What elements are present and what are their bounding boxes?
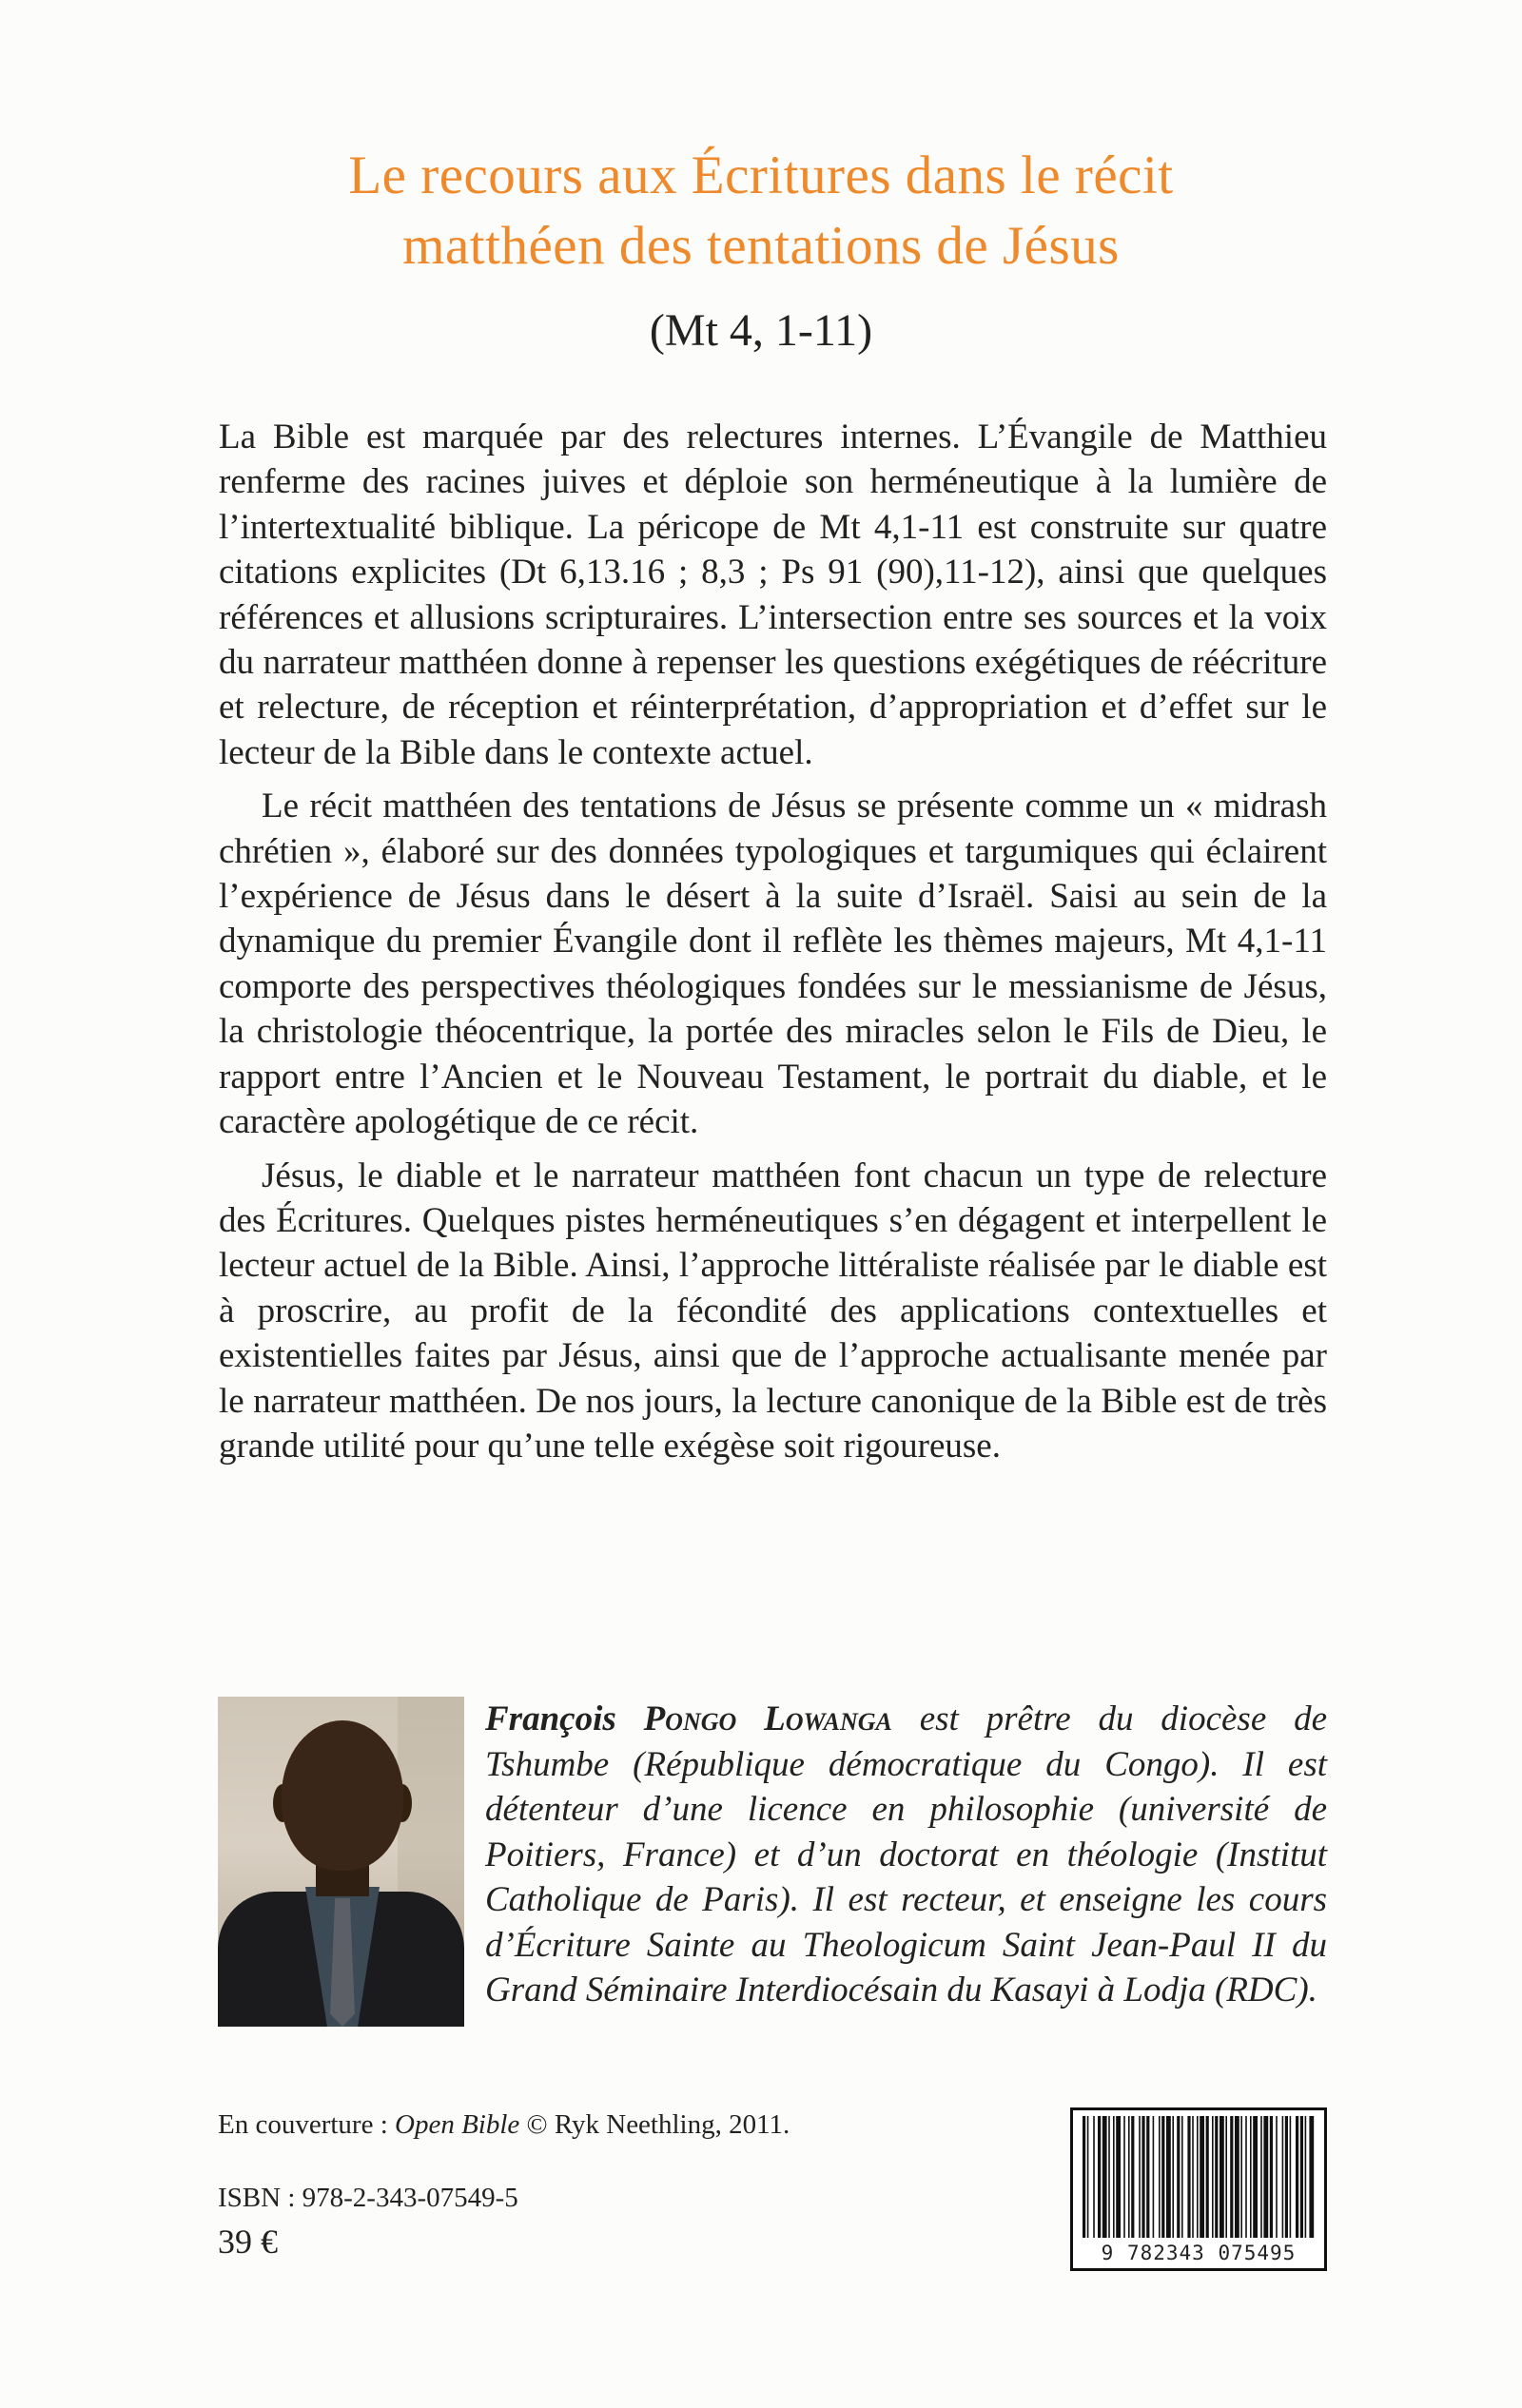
book-subtitle: (Mt 4, 1-11) — [649, 305, 873, 356]
cover-credit — [218, 2107, 790, 2142]
credit-prefix: En couverture : — [218, 2109, 396, 2140]
barcode-bar — [1263, 2116, 1268, 2238]
barcode-bar — [1253, 2116, 1258, 2238]
barcode-bar — [1276, 2116, 1278, 2238]
barcode-bar — [1113, 2116, 1115, 2238]
barcode-bar — [1230, 2116, 1233, 2238]
barcode-bar — [1146, 2116, 1149, 2238]
author-bio — [485, 1697, 1327, 2013]
price: 39 € — [218, 2223, 278, 2261]
barcode-bar — [1197, 2116, 1199, 2238]
barcode-number: 9 782343 075495 — [1101, 2242, 1297, 2264]
author-last-name: Pongo Lowanga — [643, 1699, 892, 1738]
barcode-bar — [1296, 2116, 1298, 2238]
barcode-bar — [1087, 2116, 1089, 2238]
barcode-bar — [1285, 2116, 1288, 2238]
barcode-bar — [1270, 2116, 1273, 2238]
author-first-name: François — [485, 1699, 616, 1738]
synopsis-paragraph-1: La Bible est marquée par des relectures internes. L’Évangile de Matthieu renferme des racines juives et déploie son herméneutique à la lumière de l’intertextualité biblique. La péricope de Mt 4,1-11 est construite sur quatre citations explicites (Dt 6,13.16 ; 8,3 ; Ps 91 (90),11-12), ainsi que quelques références et allusions scripturaires. L’intersection entre ses sources et la voix du narrateur matthéen donne à repenser les questions exégétiques de réécriture et relecture, de réception et réinterprétation, d’appropriation et d’effet sur le lecteur de la Bible dans le contexte actuel. — [219, 418, 1327, 772]
barcode-bar — [1220, 2116, 1224, 2238]
author-bio-text: est prêtre du diocèse de Tshumbe (République démocratique du Congo). Il est détenteur d’une licence en philosophie (université de Poitiers, France) et d’un doctorat en théologie (Institut Catholique de Paris). Il est recteur, et enseigne les cours d’Écriture Sainte au Theologicum Saint Jean-Paul II du Grand Séminaire Interdiocésain du Kasayi à Lodja (RDC). — [485, 1699, 1327, 2010]
barcode-bar — [1159, 2116, 1161, 2238]
barcode-bar — [1083, 2116, 1085, 2238]
barcode-bar — [1177, 2116, 1180, 2238]
author-photo — [218, 1697, 464, 2027]
barcode-bar — [1172, 2116, 1174, 2238]
barcode-bar — [1128, 2116, 1130, 2238]
barcode-bar — [1181, 2116, 1183, 2238]
barcode-bar — [1192, 2116, 1194, 2238]
barcode-bar — [1240, 2116, 1242, 2238]
barcode-bar — [1093, 2116, 1095, 2238]
barcode-bar — [1260, 2116, 1262, 2238]
isbn: ISBN : 978-2-343-07549-5 — [218, 2183, 518, 2213]
synopsis-paragraph-2: Le récit matthéen des tentations de Jésus se présente comme un « midrash chrétien », élaboré sur des données typologiques et targumiques qui éclairent l’expérience de Jésus dans le désert à la suite d’Israël. Saisi au sein de la dynamique du premier Évangile dont il reflète les thèmes majeurs, Mt 4,1-11 comporte des perspectives théologiques fondées sur le messianisme de Jésus, la christologie théocentrique, la portée des miracles selon le Fils de Dieu, le rapport entre l’Ancien et le Nouveau Testament, le portrait du diable, et le caractère apologétique de ce récit. — [219, 786, 1327, 1142]
credit-work: Open Bible — [395, 2109, 520, 2140]
barcode-bar — [1131, 2116, 1134, 2238]
barcode-bar — [1206, 2116, 1209, 2238]
barcode-bar — [1305, 2116, 1307, 2238]
barcode-bar — [1200, 2116, 1204, 2238]
barcode-bar — [1215, 2116, 1218, 2238]
barcode-bar — [1166, 2116, 1171, 2238]
barcode-bar — [1116, 2116, 1121, 2238]
synopsis-paragraph-3: Jésus, le diable et le narrateur matthéen font chacun un type de relecture des Écritures. Quelques pistes herméneutiques s’en dégagent et interpellent le lecteur actuel de la Bible. Ainsi, l’approche littéraliste réalisée par le diable est à proscrire, au profit de la fécondité des applications contextuelles et existentielles faites par Jésus, ainsi que de l’approche actualisante menée par le narrateur matthéen. De nos jours, la lecture canonique de la Bible est de très grande utilité pour qu’une telle exégèse soit rigoureuse. — [219, 1155, 1327, 1466]
barcode-bar — [1123, 2116, 1125, 2238]
credit-suffix: © Ryk Neethling, 2011. — [519, 2109, 790, 2140]
barcode-bar — [1153, 2116, 1155, 2238]
title-line-2: matthéen des tentations de Jésus — [402, 216, 1120, 276]
title-line-1: Le recours aux Écritures dans le récit — [348, 146, 1174, 205]
barcode-bar — [1235, 2116, 1239, 2238]
barcode — [1070, 2107, 1327, 2271]
barcode-bar — [1309, 2116, 1314, 2238]
barcode-bar — [1142, 2116, 1144, 2238]
barcode-bar — [1225, 2116, 1227, 2238]
barcode-bar — [1300, 2116, 1303, 2238]
barcode-bar — [1212, 2116, 1214, 2238]
barcode-bar — [1139, 2116, 1141, 2238]
barcode-bars — [1081, 2116, 1317, 2238]
synopsis — [219, 415, 1327, 1468]
barcode-bar — [1250, 2116, 1252, 2238]
barcode-bar — [1282, 2116, 1284, 2238]
barcode-bar — [1098, 2116, 1101, 2238]
barcode-bar — [1187, 2116, 1190, 2238]
barcode-bar — [1290, 2116, 1292, 2238]
barcode-bar — [1161, 2116, 1164, 2238]
barcode-bar — [1102, 2116, 1107, 2238]
barcode-bar — [1245, 2116, 1247, 2238]
book-title — [143, 141, 1379, 282]
barcode-bar — [1108, 2116, 1110, 2238]
